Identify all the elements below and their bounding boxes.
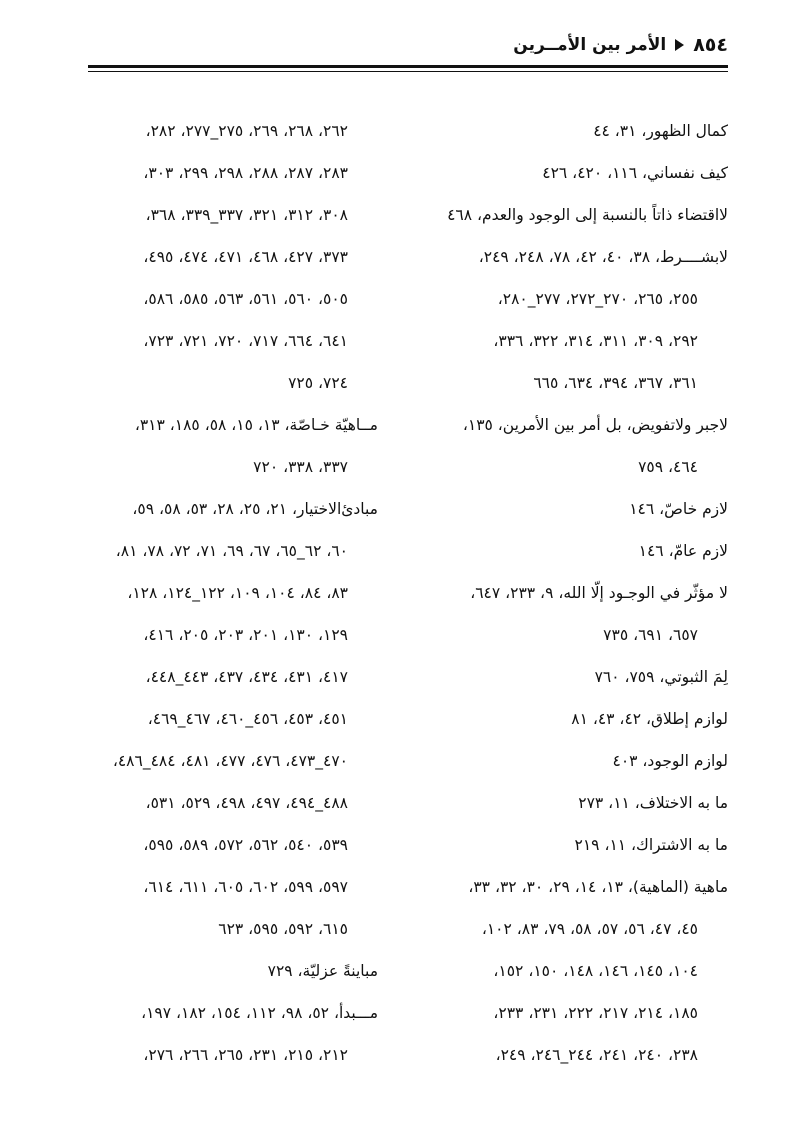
index-continuation-line: ٢٩٢، ٣٠٩، ٣١١، ٣١٤، ٣٢٢، ٣٣٦، xyxy=(493,332,698,350)
index-entry: لااقتضاء ذاتاً بالنسبة إلى الوجود والعدم، ٤٦٨ xyxy=(447,206,728,224)
index-continuation-line: ٤٥١، ٤٥٣، ٤٥٦_٤٦٠، ٤٦٧_٤٦٩، xyxy=(147,710,348,728)
index-entry: لابشــــرط، ٣٨، ٤٠، ٤٢، ٧٨، ٢٤٨، ٢٤٩، xyxy=(478,248,728,266)
index-continuation-line: ١٢٩، ١٣٠، ٢٠١، ٢٠٣، ٢٠٥، ٤١٦، xyxy=(143,626,348,644)
triangle-arrow-icon xyxy=(675,39,684,51)
index-continuation-line: ٤١٧، ٤٣١، ٤٣٤، ٤٣٧، ٤٤٣_٤٤٨، xyxy=(145,668,348,686)
index-entry: لازم خاصّ، ١٤٦ xyxy=(629,500,728,518)
index-continuation-line: ٤٨٨_٤٩٤، ٤٩٧، ٤٩٨، ٥٢٩، ٥٣١، xyxy=(145,794,348,812)
index-entry: لِمَ الثبوتي، ٧٥٩، ٧٦٠ xyxy=(594,668,728,686)
index-entry: كمال الظهور، ٣١، ٤٤ xyxy=(593,122,728,140)
index-entry: لا مؤثّر في الوجـود إلّا الله، ٩، ٢٣٣، ٦٤٧، xyxy=(470,584,728,602)
index-entry: لاجبر ولاتفويض، بل أمر بين الأمرين، ١٣٥، xyxy=(462,416,728,434)
index-continuation-line: ٣٦١، ٣٦٧، ٣٩٤، ٦٣٤، ٦٦٥ xyxy=(533,374,698,392)
index-continuation-line: ١٨٥، ٢١٤، ٢١٧، ٢٢٢، ٢٣١، ٢٣٣، xyxy=(493,1004,698,1022)
index-column-right xyxy=(412,110,728,1076)
index-continuation-line: ٣٠٨، ٣١٢، ٣٢١، ٣٣٧_٣٣٩، ٣٦٨، xyxy=(145,206,348,224)
index-continuation-line: ٢٥٥، ٢٦٥، ٢٧٠_٢٧٢، ٢٧٧_٢٨٠، xyxy=(497,290,698,308)
index-continuation-line: ٧٢٤، ٧٢٥ xyxy=(288,374,348,392)
index-continuation-line: ٢١٢، ٢١٥، ٢٣١، ٢٦٥، ٢٦٦، ٢٧٦، xyxy=(143,1046,348,1064)
index-continuation-line: ٦٠، ٦٢_٦٥، ٦٧، ٦٩، ٧١، ٧٢، ٧٨، ٨١، xyxy=(115,542,348,560)
index-continuation-line: ٤٦٤، ٧٥٩ xyxy=(638,458,698,476)
index-entry: كيف نفساني، ١١٦، ٤٢٠، ٤٢٦ xyxy=(542,164,728,182)
index-entry: لوازم الوجود، ٤٠٣ xyxy=(612,752,728,770)
header-rule-thick xyxy=(88,65,728,68)
index-continuation-line: ٢٨٣، ٢٨٧، ٢٨٨، ٢٩٨، ٢٩٩، ٣٠٣، xyxy=(143,164,348,182)
index-continuation-line: ٥٩٧، ٥٩٩، ٦٠٢، ٦٠٥، ٦١١، ٦١٤، xyxy=(143,878,348,896)
index-entry: ما به الاشتراك، ١١، ٢١٩ xyxy=(574,836,728,854)
index-entry: مـــبدأ، ٥٢، ٩٨، ١١٢، ١٥٤، ١٨٢، ١٩٧، xyxy=(141,1004,378,1022)
index-entry: ما به الاختلاف، ١١، ٢٧٣ xyxy=(578,794,728,812)
index-continuation-line: ٥٣٩، ٥٤٠، ٥٦٢، ٥٧٢، ٥٨٩، ٥٩٥، xyxy=(143,836,348,854)
running-title: الأمر بين الأمــرين xyxy=(513,35,667,55)
index-continuation-line: ٣٣٧، ٣٣٨، ٧٢٠ xyxy=(253,458,348,476)
index-entry: ماهية (الماهية)، ١٣، ١٤، ٢٩، ٣٠، ٣٢، ٣٣، xyxy=(468,878,728,896)
index-continuation-line: ٣٧٣، ٤٢٧، ٤٦٨، ٤٧١، ٤٧٤، ٤٩٥، xyxy=(143,248,348,266)
index-continuation-line: ٢٦٢، ٢٦٨، ٢٦٩، ٢٧٥_٢٧٧، ٢٨٢، xyxy=(145,122,348,140)
index-continuation-line: ١٠٤، ١٤٥، ١٤٦، ١٤٨، ١٥٠، ١٥٢، xyxy=(493,962,698,980)
index-continuation-line: ٥٠٥، ٥٦٠، ٥٦١، ٥٦٣، ٥٨٥، ٥٨٦، xyxy=(143,290,348,308)
index-entry: مــاهيّة خـاصّة، ١٣، ١٥، ٥٨، ١٨٥، ٣١٣، xyxy=(134,416,378,434)
index-column-left xyxy=(62,110,378,1076)
page-header xyxy=(88,30,728,60)
index-continuation-line: ٨٣، ٨٤، ١٠٤، ١٠٩، ١٢٢_١٢٤، ١٢٨، xyxy=(127,584,348,602)
index-continuation-line: ٦٤١، ٦٦٤، ٧١٧، ٧٢٠، ٧٢١، ٧٢٣، xyxy=(143,332,348,350)
index-continuation-line: ٦٥٧، ٦٩١، ٧٣٥ xyxy=(603,626,698,644)
index-continuation-line: ٦١٥، ٥٩٢، ٥٩٥، ٦٢٣ xyxy=(218,920,348,938)
index-entry: مباينةً عزليّة، ٧٢٩ xyxy=(267,962,378,980)
index-entry: لازم عامّ، ١٤٦ xyxy=(638,542,728,560)
index-continuation-line: ٤٥، ٤٧، ٥٦، ٥٧، ٥٨، ٧٩، ٨٣، ١٠٢، xyxy=(481,920,698,938)
index-continuation-line: ٢٣٨، ٢٤٠، ٢٤١، ٢٤٤_٢٤٦، ٢٤٩، xyxy=(495,1046,698,1064)
page-number: ٨٥٤ xyxy=(693,34,728,56)
index-continuation-line: ٤٧٠_٤٧٣، ٤٧٦، ٤٧٧، ٤٨١، ٤٨٤_٤٨٦، xyxy=(112,752,348,770)
index-entry: لوازم إطلاق، ٤٢، ٤٣، ٨١ xyxy=(571,710,728,728)
header-rule-thin xyxy=(88,71,728,72)
index-entry: مبادئ‌الاختيار، ٢١، ٢٥، ٢٨، ٥٣، ٥٨، ٥٩، xyxy=(132,500,378,518)
